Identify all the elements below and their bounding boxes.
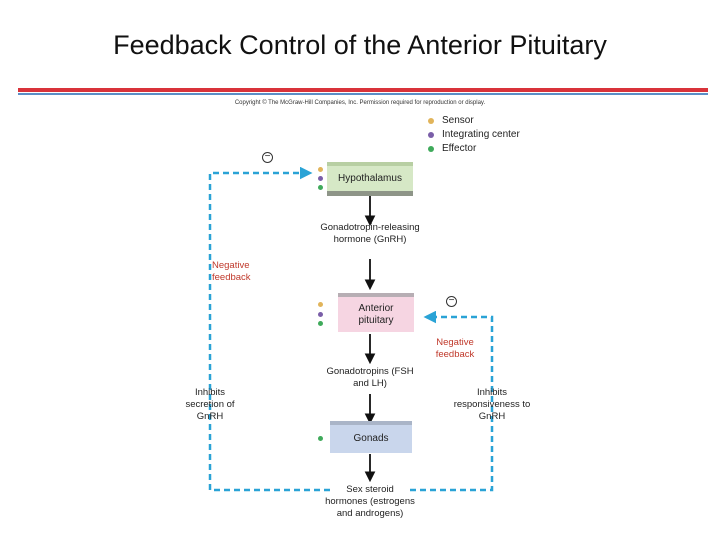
sensor-dot-icon [318, 302, 323, 307]
sex-steroids-label: Sex steroid hormones (estrogens and androgens) [325, 484, 415, 519]
left-negative-feedback-label: Negative feedback [212, 260, 251, 283]
integrating-center-dot-icon [318, 176, 323, 181]
hypothalamus-box-base [327, 191, 413, 196]
anterior-pituitary-label: Anterior pituitary [358, 302, 394, 326]
copyright-notice: Copyright © The McGraw-Hill Companies, Inc. Permission required for reproduction or display. [234, 100, 486, 106]
left-feedback-loop [210, 173, 330, 490]
gonads-box [330, 425, 412, 453]
right-negative-feedback-label: Negative feedback [435, 337, 475, 360]
page-title: Feedback Control of the Anterior Pituitary [113, 30, 607, 60]
hypothalamus-label: Hypothalamus [338, 172, 402, 184]
anterior-pituitary-box [338, 297, 414, 332]
legend-label: Sensor [442, 115, 474, 126]
left-effect-label: Inhibits secretion of GnRH [185, 387, 235, 422]
integrating-center-dot-icon [318, 312, 323, 317]
gonadotropins-label: Gonadotropins (FSH and LH) [326, 366, 414, 389]
effector-dot-icon [318, 436, 323, 441]
gnrh-label: Gonadotropin-releasing hormone (GnRH) [320, 222, 420, 245]
effector-dot-icon [318, 185, 323, 190]
gonads-label: Gonads [353, 433, 389, 444]
hypothalamus-box [327, 166, 413, 191]
right-inhibition-minus-icon: − [446, 296, 457, 307]
legend-label: Effector [442, 143, 477, 154]
legend-label: Integrating center [442, 129, 520, 140]
effector-dot-icon [318, 321, 323, 326]
right-effect-label: Inhibits responsiveness to GnRH [453, 387, 531, 422]
left-inhibition-minus-icon: − [262, 152, 273, 163]
sensor-dot-icon [318, 167, 323, 172]
